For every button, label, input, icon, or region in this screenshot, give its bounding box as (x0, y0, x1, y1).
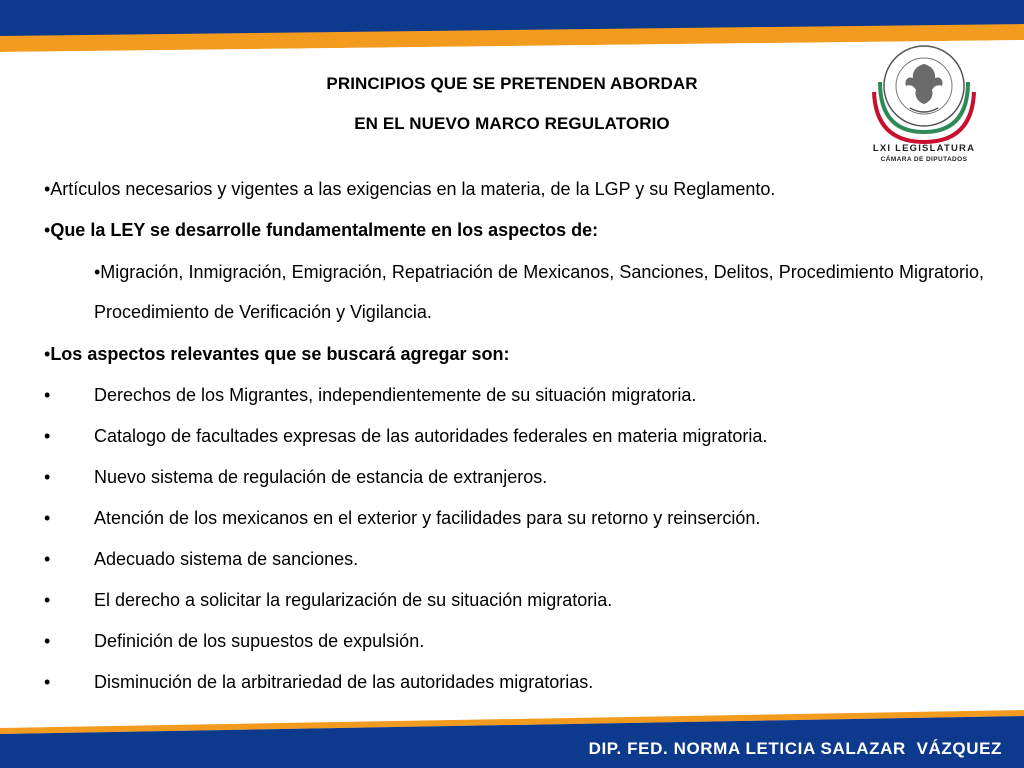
footer-deputy-name: DIP. FED. NORMA LETICIA SALAZAR VÁZQUEZ (588, 739, 1002, 758)
list-item-text: Atención de los mexicanos en el exterior y facilidades para su retorno y reinserción. (94, 508, 761, 528)
bullet: • (44, 426, 51, 446)
list-item-text: Nuevo sistema de regulación de estancia de extranjeros. (94, 467, 548, 487)
logo-legislatura: LXI LEGISLATURA (872, 143, 976, 154)
list-item-text: Disminución de la arbitrariedad de las autoridades migratorias. (94, 672, 594, 692)
bullet: • (44, 590, 51, 610)
bullet: • (44, 220, 51, 240)
bullet: • (44, 672, 51, 692)
list-item-text: Definición de los supuestos de expulsión. (94, 631, 425, 651)
paragraph-relevantes (44, 344, 510, 365)
paragraph-ley (44, 220, 598, 241)
list-item-text: El derecho a solicitar la regularización de su situación migratoria. (94, 590, 613, 610)
bullet: • (44, 631, 51, 651)
bullet: • (44, 385, 51, 405)
list-item-text: Derechos de los Migrantes, independientemente de su situación migratoria. (94, 385, 697, 405)
bullet: • (44, 508, 51, 528)
heading-ley: Que la LEY se desarrolle fundamentalmente en los aspectos de: (50, 220, 599, 240)
list-item-text: Adecuado sistema de sanciones. (94, 549, 359, 569)
page-title-line1: PRINCIPIOS QUE SE PRETENDEN ABORDAR (326, 74, 698, 93)
page-title-line2: EN EL NUEVO MARCO REGULATORIO (354, 114, 670, 133)
logo-camara: CÁMARA DE DIPUTADOS (880, 156, 968, 163)
bullet: • (44, 549, 51, 569)
coat-of-arms-icon (866, 38, 982, 164)
bullet: • (44, 344, 51, 364)
paragraph-aspectos-list: •Migración, Inmigración, Emigración, Repatriación de Mexicanos, Sanciones, Delitos, Procedimiento Migratorio, Procedimiento de Verificación y Vigilancia. (94, 262, 984, 322)
bullet: • (44, 467, 51, 487)
camara-diputados-logo (866, 38, 982, 164)
list-item-text: Catalogo de facultades expresas de las autoridades federales en materia migratoria. (94, 426, 768, 446)
paragraph-articulos: •Artículos necesarios y vigentes a las exigencias en la materia, de la LGP y su Reglamento. (44, 179, 776, 199)
heading-relevantes: Los aspectos relevantes que se buscará agregar son: (50, 344, 510, 364)
